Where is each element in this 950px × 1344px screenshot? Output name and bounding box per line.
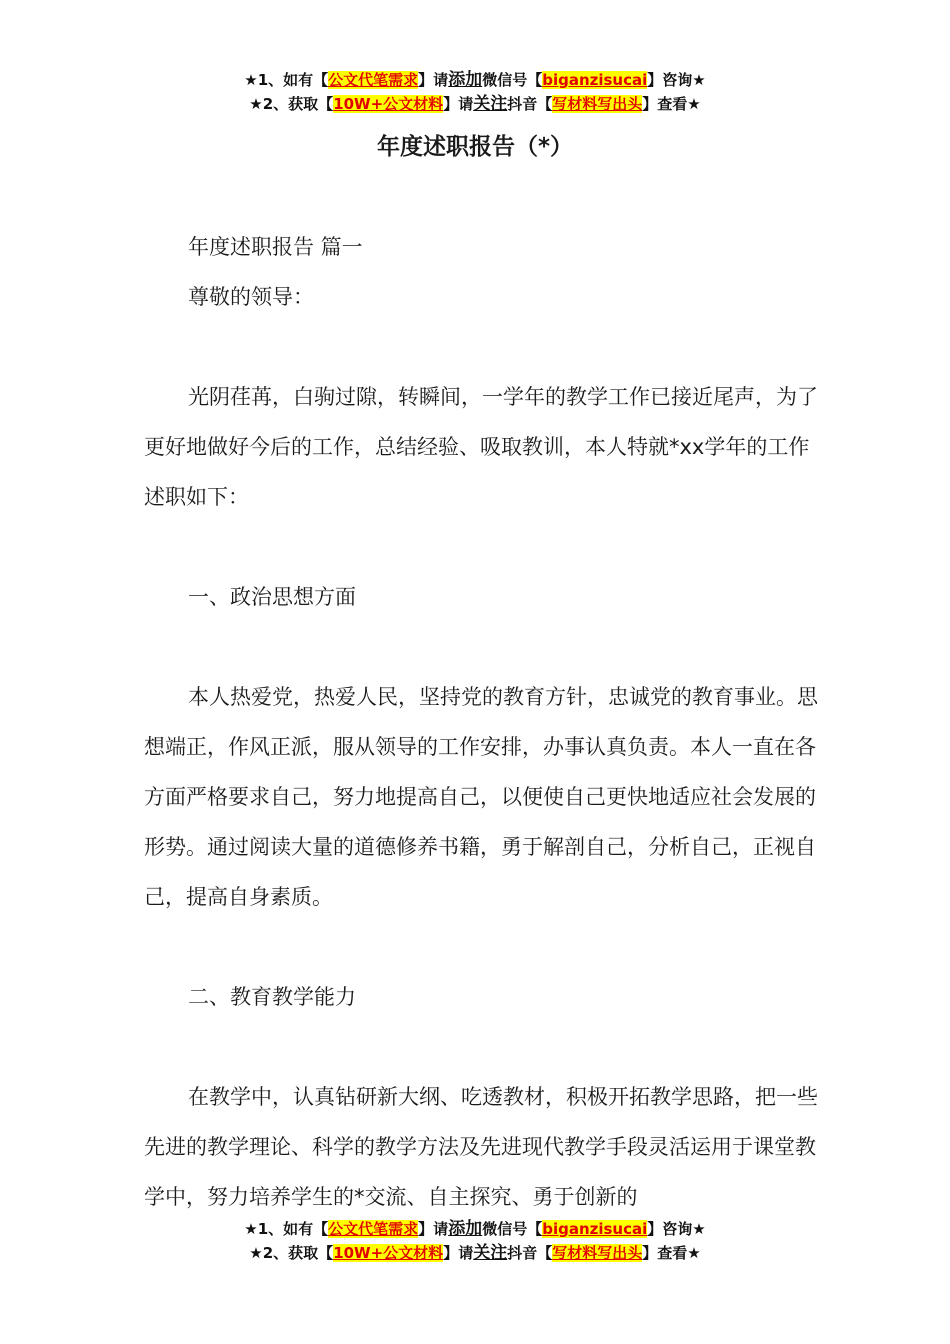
promo-highlight: 写材料写出头 — [552, 95, 643, 113]
document-title: 年度述职报告（*） — [376, 134, 574, 160]
paragraph-intro: 光阴荏苒，白驹过隙，转瞬间，一学年的教学工作已接近尾声，为了更好地做好今后的工作，总结经验、吸取教训，本人特就*xx学年的工作述职如下： — [144, 385, 818, 509]
promo-text: 抖音【 — [507, 95, 553, 113]
paragraph-political: 本人热爱党，热爱人民，坚持党的教育方针，忠诚党的教育事业。思想端正，作风正派，服从领导的工作安排，办事认真负责。本人一直在各方面严格要求自己，努力地提高自己，以便使自己更快地适应社会发展的形势。通过阅读大量的道德修养书籍，勇于解剖自己，分析自己，正视自己，提高自身素质。 — [144, 685, 818, 909]
promo-emphasis: 添加 — [448, 70, 483, 90]
promo-highlight: 公文代笔需求 — [328, 71, 419, 89]
promo-highlight: biganzisucai — [542, 71, 648, 89]
spacer — [144, 622, 820, 672]
promo-highlight: 公文代笔需求 — [328, 1220, 419, 1238]
spacer — [144, 522, 820, 572]
spacer — [144, 1022, 820, 1072]
promo-line-1 — [0, 68, 950, 92]
promo-text: 】咨询★ — [647, 71, 706, 89]
promo-line-2 — [0, 1241, 950, 1265]
section-subtitle: 年度述职报告 篇一 — [188, 235, 363, 259]
promo-text: 】请 — [418, 71, 449, 89]
promo-text: 】请 — [443, 1244, 474, 1262]
promo-text: ★1、如有【 — [244, 1220, 329, 1238]
spacer — [144, 922, 820, 972]
promo-banner-top — [0, 68, 950, 116]
promo-highlight: 写材料写出头 — [552, 1244, 643, 1262]
promo-line-2 — [0, 92, 950, 116]
promo-line-1 — [0, 1217, 950, 1241]
promo-text: 抖音【 — [507, 1244, 553, 1262]
promo-highlight: 10W+公文材料 — [333, 1244, 444, 1262]
promo-text: ★2、获取【 — [249, 1244, 334, 1262]
promo-text: 微信号【 — [482, 71, 543, 89]
promo-text: 】查看★ — [642, 1244, 701, 1262]
salutation: 尊敬的领导： — [188, 285, 314, 309]
promo-banner-bottom — [0, 1217, 950, 1265]
promo-text: 】请 — [418, 1220, 449, 1238]
promo-text: ★1、如有【 — [244, 71, 329, 89]
promo-text: 】咨询★ — [647, 1220, 706, 1238]
promo-emphasis: 关注 — [473, 94, 508, 114]
promo-text: ★2、获取【 — [249, 95, 334, 113]
promo-emphasis: 添加 — [448, 1219, 483, 1239]
promo-emphasis: 关注 — [473, 1243, 508, 1263]
document-body — [144, 222, 820, 1222]
promo-text: 】请 — [443, 95, 474, 113]
promo-text: 微信号【 — [482, 1220, 543, 1238]
promo-highlight: biganzisucai — [542, 1220, 648, 1238]
promo-highlight: 10W+公文材料 — [333, 95, 444, 113]
promo-text: 】查看★ — [642, 95, 701, 113]
spacer — [144, 322, 820, 372]
heading-teaching: 二、教育教学能力 — [188, 985, 356, 1009]
heading-political: 一、政治思想方面 — [188, 585, 356, 609]
paragraph-teaching: 在教学中，认真钻研新大纲、吃透教材，积极开拓教学思路，把一些先进的教学理论、科学的教学方法及先进现代教学手段灵活运用于课堂教学中，努力培养学生的*交流、自主探究、勇于创新的 — [144, 1085, 818, 1209]
